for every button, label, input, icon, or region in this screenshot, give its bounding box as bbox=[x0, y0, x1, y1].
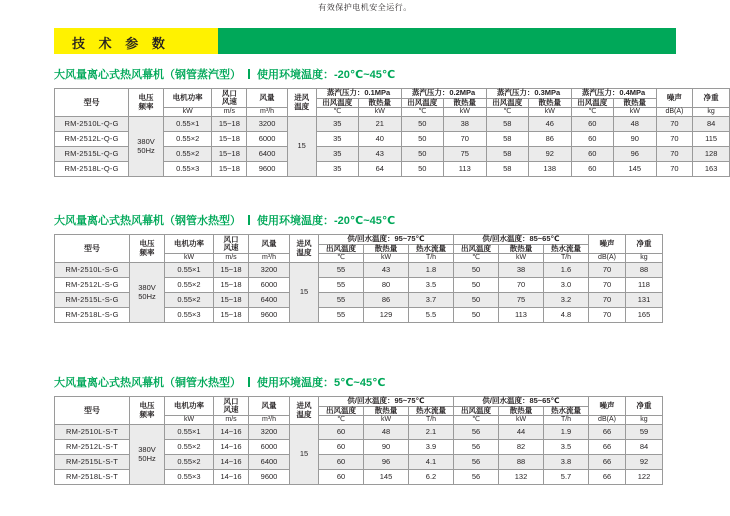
cell-model: RM-2512L-S-T bbox=[55, 440, 130, 455]
cell-speed: 15~18 bbox=[214, 308, 249, 323]
cell-data: 56 bbox=[454, 440, 499, 455]
unit-cell: ℃ bbox=[454, 254, 499, 263]
cell-weight: 92 bbox=[626, 455, 663, 470]
spec-table bbox=[54, 234, 663, 323]
cell-weight: 84 bbox=[693, 117, 730, 132]
cell-data: 21 bbox=[359, 117, 402, 132]
spec-table bbox=[54, 88, 730, 177]
unit-cell: kW bbox=[163, 108, 212, 117]
cell-weight: 88 bbox=[626, 263, 663, 278]
unit-cell: T/h bbox=[544, 416, 589, 425]
cell-speed: 15~18 bbox=[214, 278, 249, 293]
cell-speed: 14~16 bbox=[214, 440, 249, 455]
table-header-row bbox=[55, 235, 663, 245]
unit-cell: T/h bbox=[544, 254, 589, 263]
header-sub-2-0: 出风温度 bbox=[486, 98, 528, 108]
header-motor-power: 电机功率 bbox=[165, 235, 214, 254]
cell-data: 3.8 bbox=[544, 455, 589, 470]
header-sub-3-1: 散热量 bbox=[614, 98, 657, 108]
cell-data: 88 bbox=[499, 455, 544, 470]
unit-cell: kW bbox=[364, 416, 409, 425]
cell-data: 82 bbox=[499, 440, 544, 455]
unit-cell: kW bbox=[165, 254, 214, 263]
cell-data: 3.5 bbox=[409, 278, 454, 293]
title-divider bbox=[248, 377, 250, 387]
cell-power: 0.55×2 bbox=[165, 440, 214, 455]
cell-data: 145 bbox=[614, 162, 657, 177]
header-air-speed: 风口 风速 bbox=[214, 397, 249, 416]
cell-data: 44 bbox=[499, 425, 544, 440]
cell-volume: 9600 bbox=[249, 470, 290, 485]
cell-power: 0.55×1 bbox=[165, 263, 214, 278]
cell-data: 113 bbox=[444, 162, 487, 177]
cell-model: RM-2510L-S-T bbox=[55, 425, 130, 440]
cell-data: 3.5 bbox=[544, 440, 589, 455]
cell-volume: 6000 bbox=[247, 132, 288, 147]
unit-cell: m/s bbox=[212, 108, 247, 117]
cell-data: 1.8 bbox=[409, 263, 454, 278]
cell-data: 90 bbox=[614, 132, 657, 147]
cell-volume: 9600 bbox=[249, 308, 290, 323]
unit-cell: m/s bbox=[214, 254, 249, 263]
cell-data: 3.0 bbox=[544, 278, 589, 293]
header-sub-0-0: 出风温度 bbox=[319, 406, 364, 416]
cell-noise: 66 bbox=[589, 440, 626, 455]
cell-noise: 70 bbox=[589, 308, 626, 323]
section-env-text: 使用环境温度：5℃~45℃ bbox=[257, 377, 386, 389]
header-group-1: 蒸汽压力：0.2MPa bbox=[401, 89, 486, 99]
header-sub-1-2: 热水流量 bbox=[544, 406, 589, 416]
header-motor-power: 电机功率 bbox=[163, 89, 212, 108]
cell-data: 50 bbox=[454, 293, 499, 308]
cell-power: 0.55×3 bbox=[163, 162, 212, 177]
header-group-0: 供/回水温度：95~75℃ bbox=[319, 397, 454, 407]
cell-speed: 14~16 bbox=[214, 425, 249, 440]
header-sub-1-0: 出风温度 bbox=[401, 98, 443, 108]
cell-data: 50 bbox=[401, 117, 443, 132]
header-group-0: 蒸汽压力：0.1MPa bbox=[316, 89, 401, 99]
cell-power: 0.55×3 bbox=[165, 308, 214, 323]
unit-cell: kg bbox=[626, 416, 663, 425]
unit-cell: kW bbox=[165, 416, 214, 425]
section-title-text: 大风量离心式热风幕机（钢管水热型） bbox=[54, 215, 241, 227]
header-group-2: 蒸汽压力：0.3MPa bbox=[486, 89, 571, 99]
cell-data: 86 bbox=[364, 293, 409, 308]
header-sub-0-1: 散热量 bbox=[364, 406, 409, 416]
cell-noise: 70 bbox=[656, 117, 693, 132]
cell-inlet-temp: 15 bbox=[290, 425, 319, 485]
unit-cell: ℃ bbox=[319, 416, 364, 425]
cell-data: 129 bbox=[364, 308, 409, 323]
cell-noise: 66 bbox=[589, 455, 626, 470]
cell-data: 4.8 bbox=[544, 308, 589, 323]
header-model: 型号 bbox=[55, 397, 130, 425]
unit-cell: kg bbox=[693, 108, 730, 117]
section-env-text: 使用环境温度：-20℃~45℃ bbox=[257, 215, 396, 227]
cell-data: 5.5 bbox=[409, 308, 454, 323]
cell-data: 3.9 bbox=[409, 440, 454, 455]
section-banner bbox=[54, 28, 676, 54]
top-note: 有效保护电机安全运行。 bbox=[318, 3, 412, 12]
cell-volume: 6000 bbox=[249, 278, 290, 293]
cell-power: 0.55×1 bbox=[165, 425, 214, 440]
cell-data: 96 bbox=[364, 455, 409, 470]
cell-data: 43 bbox=[359, 147, 402, 162]
cell-noise: 70 bbox=[589, 293, 626, 308]
header-air-volume: 风量 bbox=[249, 235, 290, 254]
cell-data: 145 bbox=[364, 470, 409, 485]
section-title-copper-water bbox=[54, 374, 663, 390]
header-weight: 净重 bbox=[693, 89, 730, 108]
header-inlet-temp: 进风 温度 bbox=[287, 89, 316, 117]
header-inlet-temp: 进风 温度 bbox=[290, 397, 319, 425]
unit-cell: dB(A) bbox=[589, 254, 626, 263]
unit-cell: kW bbox=[499, 254, 544, 263]
cell-data: 38 bbox=[444, 117, 487, 132]
cell-data: 58 bbox=[486, 117, 528, 132]
title-divider bbox=[248, 69, 250, 79]
unit-cell: kW bbox=[499, 416, 544, 425]
section-title-text: 大风量离心式热风幕机（钢管蒸汽型） bbox=[54, 69, 241, 81]
header-inlet-temp: 进风 温度 bbox=[290, 235, 319, 263]
header-group-3: 蒸汽压力：0.4MPa bbox=[571, 89, 656, 99]
cell-weight: 163 bbox=[693, 162, 730, 177]
cell-model: RM-2518L-S-T bbox=[55, 470, 130, 485]
cell-power: 0.55×2 bbox=[165, 293, 214, 308]
banner-title: 技 术 参 数 bbox=[72, 36, 170, 51]
cell-data: 50 bbox=[454, 278, 499, 293]
cell-data: 50 bbox=[401, 132, 443, 147]
header-sub-0-1: 散热量 bbox=[359, 98, 402, 108]
cell-noise: 70 bbox=[656, 147, 693, 162]
header-air-volume: 风量 bbox=[249, 397, 290, 416]
cell-model: RM-2510L-S-G bbox=[55, 263, 130, 278]
cell-data: 56 bbox=[454, 455, 499, 470]
unit-cell: m³/h bbox=[249, 254, 290, 263]
cell-model: RM-2515L-S-T bbox=[55, 455, 130, 470]
unit-cell: kW bbox=[444, 108, 487, 117]
unit-cell: m/s bbox=[214, 416, 249, 425]
cell-weight: 84 bbox=[626, 440, 663, 455]
banner-green-block bbox=[218, 28, 676, 54]
cell-voltage: 380V 50Hz bbox=[129, 117, 164, 177]
cell-data: 55 bbox=[319, 308, 364, 323]
cell-data: 56 bbox=[454, 470, 499, 485]
cell-inlet-temp: 15 bbox=[290, 263, 319, 323]
cell-weight: 165 bbox=[626, 308, 663, 323]
cell-data: 58 bbox=[486, 147, 528, 162]
cell-model: RM-2515L-Q-G bbox=[55, 147, 129, 162]
cell-model: RM-2518L-S-G bbox=[55, 308, 130, 323]
cell-volume: 9600 bbox=[247, 162, 288, 177]
table-row bbox=[55, 425, 663, 440]
cell-data: 60 bbox=[571, 162, 613, 177]
cell-volume: 6400 bbox=[249, 293, 290, 308]
cell-data: 90 bbox=[364, 440, 409, 455]
cell-power: 0.55×2 bbox=[165, 455, 214, 470]
cell-noise: 70 bbox=[656, 132, 693, 147]
header-sub-0-2: 热水流量 bbox=[409, 244, 454, 254]
cell-data: 38 bbox=[499, 263, 544, 278]
header-motor-power: 电机功率 bbox=[165, 397, 214, 416]
cell-data: 60 bbox=[571, 117, 613, 132]
cell-speed: 15~18 bbox=[214, 263, 249, 278]
unit-cell: ℃ bbox=[486, 108, 528, 117]
cell-data: 70 bbox=[499, 278, 544, 293]
cell-data: 64 bbox=[359, 162, 402, 177]
cell-data: 60 bbox=[319, 440, 364, 455]
cell-volume: 6400 bbox=[249, 455, 290, 470]
header-model: 型号 bbox=[55, 235, 130, 263]
header-sub-1-1: 散热量 bbox=[444, 98, 487, 108]
unit-cell: m³/h bbox=[249, 416, 290, 425]
cell-data: 48 bbox=[614, 117, 657, 132]
cell-voltage: 380V 50Hz bbox=[130, 425, 165, 485]
cell-data: 6.2 bbox=[409, 470, 454, 485]
unit-cell: T/h bbox=[409, 254, 454, 263]
unit-cell: dB(A) bbox=[589, 416, 626, 425]
section-title-steam bbox=[54, 66, 730, 82]
cell-data: 50 bbox=[401, 147, 443, 162]
header-sub-1-0: 出风温度 bbox=[454, 406, 499, 416]
cell-power: 0.55×2 bbox=[163, 147, 212, 162]
unit-cell: ℃ bbox=[316, 108, 358, 117]
cell-data: 35 bbox=[316, 162, 358, 177]
cell-power: 0.55×2 bbox=[165, 278, 214, 293]
unit-cell: kW bbox=[359, 108, 402, 117]
cell-data: 75 bbox=[499, 293, 544, 308]
header-sub-0-2: 热水流量 bbox=[409, 406, 454, 416]
cell-inlet-temp: 15 bbox=[287, 117, 316, 177]
cell-noise: 70 bbox=[656, 162, 693, 177]
section-title-text: 大风量离心式热风幕机（铜管水热型） bbox=[54, 377, 241, 389]
cell-weight: 115 bbox=[693, 132, 730, 147]
cell-volume: 3200 bbox=[247, 117, 288, 132]
cell-model: RM-2515L-S-G bbox=[55, 293, 130, 308]
unit-cell: ℃ bbox=[401, 108, 443, 117]
section-copper-water bbox=[54, 374, 663, 485]
table-row bbox=[55, 263, 663, 278]
header-noise: 噪声 bbox=[656, 89, 693, 108]
header-voltage: 电压 频率 bbox=[129, 89, 164, 117]
cell-noise: 70 bbox=[589, 263, 626, 278]
cell-data: 60 bbox=[319, 455, 364, 470]
header-sub-2-1: 散热量 bbox=[529, 98, 572, 108]
unit-cell: kW bbox=[614, 108, 657, 117]
unit-cell: ℃ bbox=[571, 108, 613, 117]
cell-model: RM-2512L-Q-G bbox=[55, 132, 129, 147]
cell-speed: 15~18 bbox=[212, 117, 247, 132]
header-sub-1-1: 散热量 bbox=[499, 244, 544, 254]
cell-data: 132 bbox=[499, 470, 544, 485]
cell-model: RM-2512L-S-G bbox=[55, 278, 130, 293]
cell-data: 56 bbox=[454, 425, 499, 440]
header-noise: 噪声 bbox=[589, 235, 626, 254]
header-noise: 噪声 bbox=[589, 397, 626, 416]
header-air-speed: 风口 风速 bbox=[214, 235, 249, 254]
cell-data: 60 bbox=[319, 425, 364, 440]
header-air-volume: 风量 bbox=[247, 89, 288, 108]
unit-cell: kW bbox=[364, 254, 409, 263]
cell-volume: 3200 bbox=[249, 425, 290, 440]
cell-volume: 3200 bbox=[249, 263, 290, 278]
cell-power: 0.55×1 bbox=[163, 117, 212, 132]
cell-data: 75 bbox=[444, 147, 487, 162]
header-group-0: 供/回水温度：95~75℃ bbox=[319, 235, 454, 245]
cell-data: 4.1 bbox=[409, 455, 454, 470]
header-sub-3-0: 出风温度 bbox=[571, 98, 613, 108]
cell-data: 40 bbox=[359, 132, 402, 147]
spec-table bbox=[54, 396, 663, 485]
cell-speed: 15~18 bbox=[214, 293, 249, 308]
section-title-steel-water bbox=[54, 212, 663, 228]
cell-weight: 118 bbox=[626, 278, 663, 293]
cell-data: 60 bbox=[319, 470, 364, 485]
cell-data: 35 bbox=[316, 147, 358, 162]
title-divider bbox=[248, 215, 250, 225]
cell-noise: 66 bbox=[589, 425, 626, 440]
cell-data: 92 bbox=[529, 147, 572, 162]
cell-speed: 14~16 bbox=[214, 470, 249, 485]
cell-data: 50 bbox=[454, 308, 499, 323]
header-group-1: 供/回水温度：85~65℃ bbox=[454, 397, 589, 407]
unit-cell: ℃ bbox=[319, 254, 364, 263]
cell-data: 3.7 bbox=[409, 293, 454, 308]
cell-power: 0.55×3 bbox=[165, 470, 214, 485]
cell-data: 55 bbox=[319, 293, 364, 308]
cell-data: 55 bbox=[319, 278, 364, 293]
cell-power: 0.55×2 bbox=[163, 132, 212, 147]
header-group-1: 供/回水温度：85~65℃ bbox=[454, 235, 589, 245]
header-sub-1-2: 热水流量 bbox=[544, 244, 589, 254]
cell-data: 1.6 bbox=[544, 263, 589, 278]
cell-data: 46 bbox=[529, 117, 572, 132]
cell-data: 2.1 bbox=[409, 425, 454, 440]
unit-cell: T/h bbox=[409, 416, 454, 425]
cell-data: 50 bbox=[454, 263, 499, 278]
cell-data: 55 bbox=[319, 263, 364, 278]
unit-cell: dB(A) bbox=[656, 108, 693, 117]
cell-model: RM-2510L-Q-G bbox=[55, 117, 129, 132]
cell-data: 50 bbox=[401, 162, 443, 177]
cell-data: 138 bbox=[529, 162, 572, 177]
table-row bbox=[55, 117, 730, 132]
cell-speed: 14~16 bbox=[214, 455, 249, 470]
cell-data: 86 bbox=[529, 132, 572, 147]
header-sub-0-1: 散热量 bbox=[364, 244, 409, 254]
section-steel-water bbox=[54, 212, 663, 323]
cell-data: 96 bbox=[614, 147, 657, 162]
cell-data: 48 bbox=[364, 425, 409, 440]
cell-data: 58 bbox=[486, 162, 528, 177]
header-sub-1-0: 出风温度 bbox=[454, 244, 499, 254]
section-steam bbox=[54, 66, 730, 177]
section-env-text: 使用环境温度：-20℃~45℃ bbox=[257, 69, 396, 81]
header-model: 型号 bbox=[55, 89, 129, 117]
unit-cell: kg bbox=[626, 254, 663, 263]
header-sub-0-0: 出风温度 bbox=[319, 244, 364, 254]
table-header-row bbox=[55, 397, 663, 407]
cell-data: 35 bbox=[316, 132, 358, 147]
table-header-row bbox=[55, 89, 730, 99]
cell-weight: 59 bbox=[626, 425, 663, 440]
cell-weight: 131 bbox=[626, 293, 663, 308]
cell-weight: 128 bbox=[693, 147, 730, 162]
cell-noise: 70 bbox=[589, 278, 626, 293]
cell-data: 1.9 bbox=[544, 425, 589, 440]
header-sub-0-0: 出风温度 bbox=[316, 98, 358, 108]
unit-cell: m³/h bbox=[247, 108, 288, 117]
cell-data: 3.2 bbox=[544, 293, 589, 308]
cell-data: 113 bbox=[499, 308, 544, 323]
cell-data: 35 bbox=[316, 117, 358, 132]
header-weight: 净重 bbox=[626, 235, 663, 254]
cell-volume: 6400 bbox=[247, 147, 288, 162]
unit-cell: ℃ bbox=[454, 416, 499, 425]
cell-data: 60 bbox=[571, 132, 613, 147]
cell-speed: 15~18 bbox=[212, 147, 247, 162]
cell-data: 70 bbox=[444, 132, 487, 147]
cell-data: 60 bbox=[571, 147, 613, 162]
header-weight: 净重 bbox=[626, 397, 663, 416]
cell-data: 58 bbox=[486, 132, 528, 147]
cell-volume: 6000 bbox=[249, 440, 290, 455]
cell-speed: 15~18 bbox=[212, 132, 247, 147]
cell-voltage: 380V 50Hz bbox=[130, 263, 165, 323]
cell-data: 43 bbox=[364, 263, 409, 278]
cell-data: 80 bbox=[364, 278, 409, 293]
header-voltage: 电压 频率 bbox=[130, 235, 165, 263]
header-sub-1-1: 散热量 bbox=[499, 406, 544, 416]
header-air-speed: 风口 风速 bbox=[212, 89, 247, 108]
unit-cell: kW bbox=[529, 108, 572, 117]
cell-noise: 66 bbox=[589, 470, 626, 485]
cell-speed: 15~18 bbox=[212, 162, 247, 177]
cell-data: 5.7 bbox=[544, 470, 589, 485]
header-voltage: 电压 频率 bbox=[130, 397, 165, 425]
cell-weight: 122 bbox=[626, 470, 663, 485]
cell-model: RM-2518L-Q-G bbox=[55, 162, 129, 177]
